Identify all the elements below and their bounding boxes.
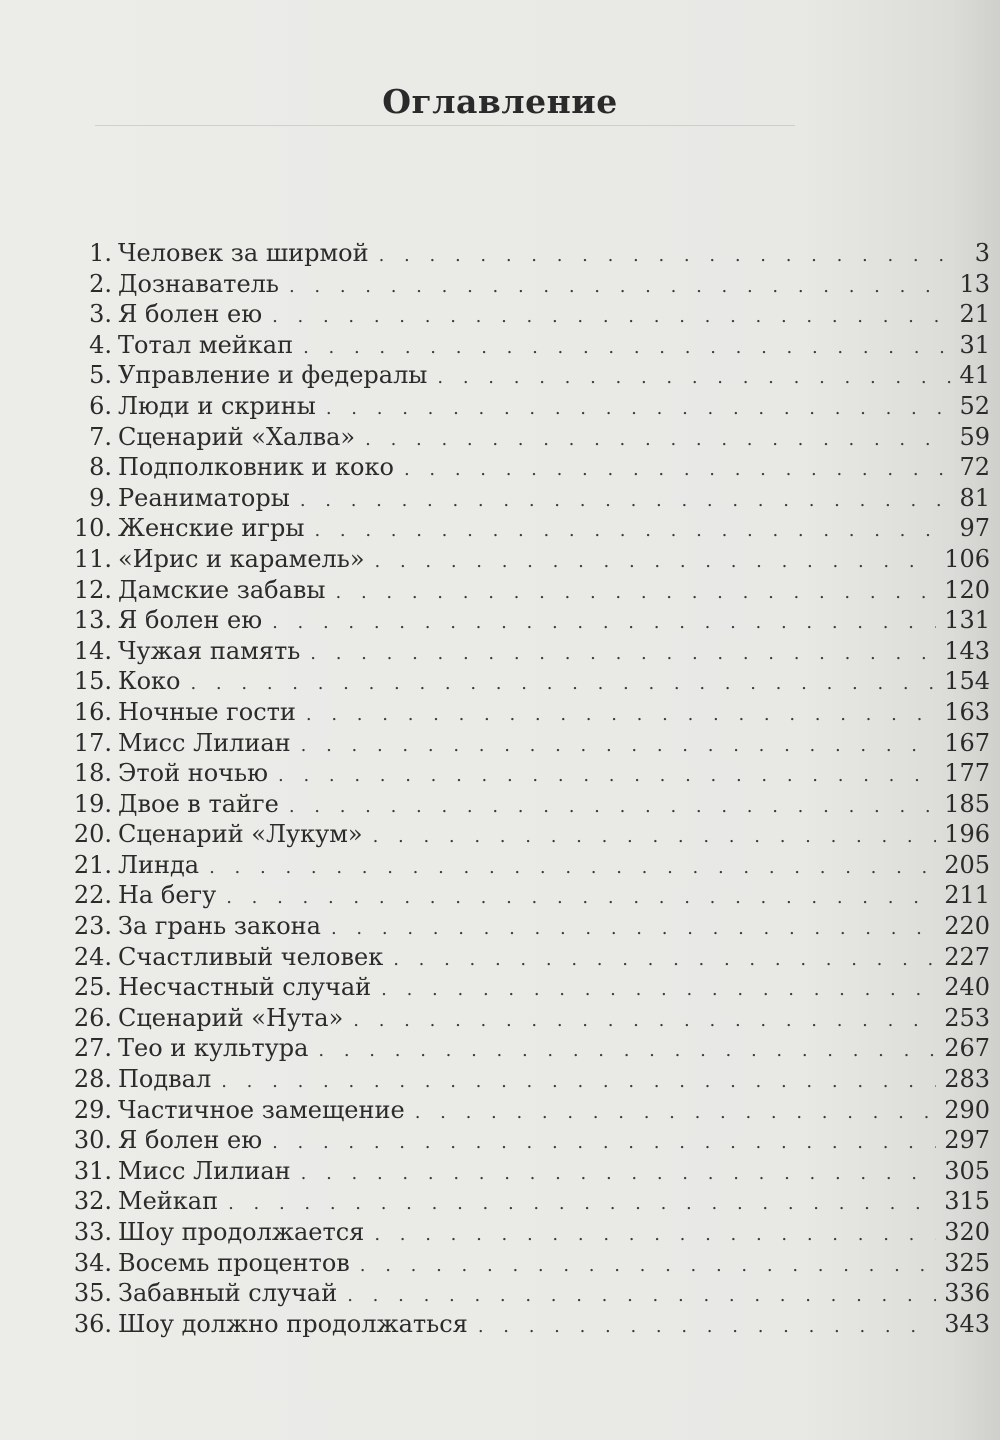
chapter-number: 10. — [73, 514, 112, 543]
chapter-title: Забавный случай — [118, 1279, 338, 1308]
chapter-title: Тео и культура — [118, 1034, 309, 1063]
dot-leader — [381, 975, 936, 1006]
chapter-title: Мисс Лилиан — [118, 1156, 291, 1185]
page-number: 290 — [944, 1095, 990, 1124]
page-number: 41 — [959, 361, 990, 390]
dot-leader — [336, 578, 937, 609]
chapter-title: Мейкап — [118, 1187, 219, 1216]
page-number: 177 — [944, 759, 990, 788]
dot-leader — [353, 1006, 936, 1037]
chapter-title: Линда — [118, 850, 200, 879]
chapter-number: 4. — [89, 330, 112, 359]
chapter-title: На бегу — [118, 881, 217, 910]
dot-leader — [306, 700, 936, 731]
page-number: 59 — [959, 422, 990, 451]
page-number: 131 — [944, 606, 990, 635]
chapter-number: 6. — [89, 391, 112, 420]
chapter-number: 14. — [73, 636, 112, 665]
toc-entry — [72, 299, 990, 330]
chapter-number: 36. — [73, 1309, 112, 1338]
dot-leader — [272, 608, 936, 639]
toc-entry — [72, 728, 990, 759]
dot-leader — [374, 1220, 936, 1251]
page-number: 283 — [944, 1065, 990, 1094]
chapter-title: Подполковник и коко — [118, 453, 394, 482]
chapter-number: 24. — [73, 942, 112, 971]
chapter-title: Подвал — [118, 1065, 212, 1094]
chapter-number: 17. — [73, 728, 112, 757]
chapter-number: 15. — [73, 667, 112, 696]
dot-leader — [300, 486, 952, 517]
toc-entry — [72, 1309, 990, 1340]
toc-entry — [72, 758, 990, 789]
chapter-title: Шоу продолжается — [118, 1218, 365, 1246]
chapter-number: 35. — [73, 1279, 112, 1308]
dot-leader — [347, 1281, 936, 1312]
chapter-title: Я болен ею — [118, 300, 263, 329]
chapter-number: 33. — [73, 1218, 112, 1246]
page-number: 106 — [944, 544, 990, 573]
toc-entry — [72, 1278, 990, 1309]
page-number: 297 — [944, 1126, 990, 1155]
chapter-title: «Ирис и карамель» — [118, 544, 365, 573]
page-number: 120 — [944, 575, 990, 604]
page-number: 196 — [944, 820, 990, 849]
toc-entry — [72, 972, 990, 1003]
dot-leader — [221, 1067, 936, 1098]
chapter-title: Сценарий «Нута» — [118, 1003, 344, 1032]
page-number: 211 — [944, 881, 990, 910]
chapter-number: 8. — [89, 453, 112, 482]
chapter-title: Двое в тайге — [118, 789, 279, 818]
page-number: 72 — [959, 453, 990, 482]
chapter-title: Чужая память — [118, 636, 301, 665]
dot-leader — [278, 761, 936, 792]
dot-leader — [360, 1251, 936, 1282]
chapter-title: Этой ночью — [118, 759, 268, 788]
chapter-number: 31. — [73, 1156, 112, 1185]
dot-leader — [375, 547, 937, 578]
chapter-number: 5. — [89, 361, 112, 390]
page-number: 253 — [944, 1003, 990, 1032]
chapter-number: 13. — [73, 606, 112, 635]
page-number: 3 — [974, 239, 990, 267]
page-number: 305 — [944, 1156, 990, 1185]
page-number: 31 — [959, 330, 990, 359]
chapter-title: Люди и скрины — [118, 391, 316, 420]
page-number: 13 — [959, 269, 990, 298]
chapter-number: 2. — [89, 269, 112, 298]
dot-leader — [301, 1159, 937, 1190]
toc-entry — [72, 330, 990, 361]
toc-entry — [72, 575, 990, 606]
page-number: 143 — [944, 636, 990, 665]
toc-entry — [72, 544, 990, 575]
dot-leader — [331, 914, 936, 945]
toc-entry — [72, 697, 990, 728]
page-number: 154 — [944, 667, 990, 696]
chapter-number: 9. — [89, 483, 112, 512]
page-number: 320 — [944, 1218, 990, 1246]
chapter-title: За грань закона — [118, 912, 321, 941]
page-number: 220 — [944, 912, 990, 941]
chapter-number: 18. — [73, 759, 112, 788]
chapter-title: Дознаватель — [118, 269, 279, 298]
dot-leader — [373, 822, 937, 853]
page-number: 315 — [944, 1187, 990, 1216]
chapter-number: 22. — [73, 881, 112, 910]
chapter-number: 25. — [73, 973, 112, 1002]
chapter-title: Несчастный случай — [118, 973, 372, 1002]
dot-leader — [226, 883, 936, 914]
chapter-title: Частичное замещение — [118, 1095, 405, 1124]
toc-entry — [72, 636, 990, 667]
page-number: 343 — [944, 1309, 990, 1338]
toc-entry — [72, 1156, 990, 1187]
dot-leader — [415, 1098, 936, 1129]
toc-entry — [72, 1003, 990, 1034]
dot-leader — [379, 241, 954, 272]
chapter-title: Реаниматоры — [118, 483, 290, 512]
chapter-number: 34. — [73, 1248, 112, 1277]
toc-entry — [72, 1248, 990, 1279]
chapter-number: 20. — [73, 820, 112, 849]
chapter-title: Дамские забавы — [118, 575, 326, 604]
page-number: 97 — [959, 514, 990, 543]
bleed-through-rule — [95, 125, 795, 126]
dot-leader — [314, 516, 951, 547]
page-number: 240 — [944, 973, 990, 1002]
toc-entry — [72, 483, 990, 514]
dot-leader — [404, 455, 952, 486]
toc-entry — [72, 1125, 990, 1156]
chapter-title: Я болен ею — [118, 1126, 263, 1155]
page-number: 185 — [944, 789, 990, 818]
toc-entry — [72, 422, 990, 453]
page-number: 21 — [959, 300, 990, 329]
dot-leader — [310, 639, 936, 670]
page-number: 205 — [944, 850, 990, 879]
toc-entry — [72, 880, 990, 911]
chapter-title: Сценарий «Халва» — [118, 422, 356, 451]
page-number: 267 — [944, 1034, 990, 1063]
dot-leader — [393, 945, 936, 976]
chapter-title: Человек за ширмой — [118, 239, 369, 267]
chapter-number: 19. — [73, 789, 112, 818]
dot-leader — [478, 1312, 936, 1343]
page-number: 52 — [959, 391, 990, 420]
toc-entry — [72, 452, 990, 483]
page-number: 163 — [944, 697, 990, 726]
toc-entry — [72, 360, 990, 391]
dot-leader — [326, 394, 952, 425]
chapter-title: Тотал мейкап — [118, 330, 294, 359]
chapter-title: Сценарий «Лукум» — [118, 820, 363, 849]
page-number: 81 — [959, 483, 990, 512]
page-number: 325 — [944, 1248, 990, 1277]
dot-leader — [272, 302, 951, 333]
toc-entry — [72, 911, 990, 942]
toc-entry — [72, 238, 990, 269]
dot-leader — [272, 1128, 936, 1159]
toc-entry — [72, 666, 990, 697]
chapter-number: 28. — [73, 1065, 112, 1094]
chapter-number: 21. — [73, 850, 112, 879]
dot-leader — [190, 669, 936, 700]
page-title: Оглавление — [382, 82, 618, 121]
dot-leader — [318, 1036, 936, 1067]
toc-entry — [72, 1217, 990, 1248]
toc-entry — [72, 605, 990, 636]
chapter-title: Я болен ею — [118, 606, 263, 635]
chapter-title: Восемь процентов — [118, 1248, 350, 1277]
toc-entry — [72, 942, 990, 973]
page-number: 336 — [944, 1279, 990, 1308]
dot-leader — [289, 792, 936, 823]
toc-entry — [72, 1186, 990, 1217]
dot-leader — [301, 731, 937, 762]
toc-entry — [72, 1095, 990, 1126]
page-number: 227 — [944, 942, 990, 971]
toc-entry — [72, 1064, 990, 1095]
toc-entry — [72, 850, 990, 881]
table-of-contents — [72, 238, 990, 1339]
toc-entry — [72, 391, 990, 422]
chapter-title: Ночные гости — [118, 697, 296, 726]
toc-entry — [72, 819, 990, 850]
toc-entry — [72, 789, 990, 820]
chapter-title: Коко — [118, 667, 181, 696]
page-number: 167 — [944, 728, 990, 757]
chapter-title: Женские игры — [118, 514, 305, 543]
toc-entry — [72, 513, 990, 544]
dot-leader — [209, 853, 936, 884]
chapter-number: 7. — [89, 422, 112, 451]
chapter-title: Счастливый человек — [118, 942, 384, 971]
toc-entry — [72, 269, 990, 300]
chapter-number: 16. — [73, 697, 112, 726]
dot-leader — [303, 333, 951, 364]
toc-entry — [72, 1033, 990, 1064]
chapter-number: 23. — [73, 912, 112, 941]
dot-leader — [437, 363, 951, 394]
chapter-title: Управление и федералы — [118, 361, 428, 390]
chapter-number: 29. — [73, 1095, 112, 1124]
chapter-number: 3. — [89, 300, 112, 329]
chapter-number: 26. — [73, 1003, 112, 1032]
chapter-number: 11. — [73, 544, 112, 573]
chapter-number: 1. — [89, 239, 112, 267]
dot-leader — [228, 1189, 936, 1220]
dot-leader — [289, 272, 951, 303]
dot-leader — [365, 425, 951, 456]
chapter-title: Шоу должно продолжаться — [118, 1309, 468, 1338]
chapter-number: 30. — [73, 1126, 112, 1155]
chapter-number: 27. — [73, 1034, 112, 1063]
chapter-title: Мисс Лилиан — [118, 728, 291, 757]
chapter-number: 32. — [73, 1187, 112, 1216]
chapter-number: 12. — [73, 575, 112, 604]
